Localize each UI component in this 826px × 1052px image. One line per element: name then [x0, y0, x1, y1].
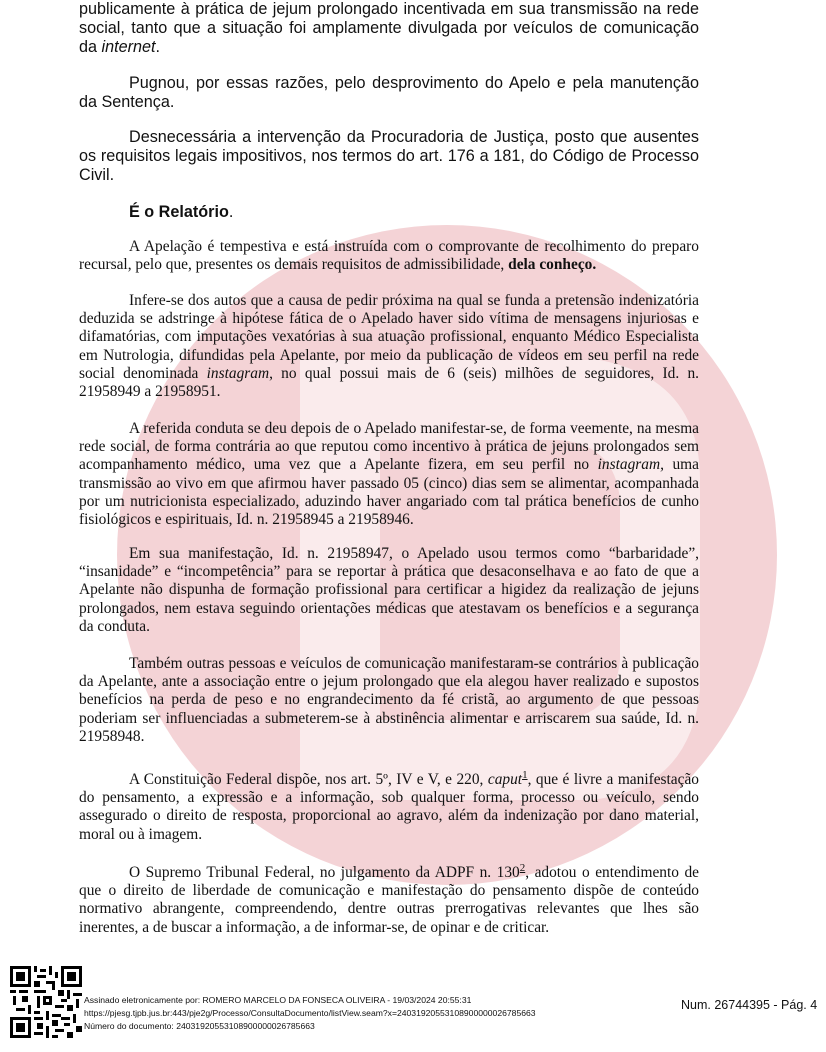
paragraph-conduta: A referida conduta se deu depois de o Apelado manifestar-se, de forma veemente, na mesma rede social, de forma contrária ao que reputou como incentivo à prática de jejuns prolongados sem acompanhamento médico, uma vez que a Apelante fizera, em seu perfil no instagram, uma transmissão ao vivo em que afirmou haver passado 05 (cinco) dias sem se alimentar, acompanhada por um nutricionista especializado, aduzindo haver angariado com tal prática benefícios de cunho fisiológicos e espirituais, Id. n. 21958945 a 21958946. [79, 420, 699, 529]
paragraph-manifestacao: Em sua manifestação, Id. n. 21958947, o Apelado usou termos como “barbaridade”, “insanidade” e “incompetência” para se reportar à prática que desaconselhava e ao fato de que a Apelante não dispunha de formação profissional para certificar a higidez da realização de jejuns prolongados, nem estava seguindo orientações médicas que atestavam os benefícios e a segurança da conduta. [79, 545, 699, 635]
paragraph-3: Desnecessária a intervenção da Procuradoria de Justiça, posto que ausentes os requisitos legais impositivos, nos termos do art. 176 a 181, do Código de Processo Civil. [79, 128, 699, 184]
page-reference: Num. 26744395 - Pág. 4 [681, 998, 818, 1012]
footnote-ref-2[interactable]: 2 [519, 862, 526, 874]
paragraph-stf: O Supremo Tribunal Federal, no julgamento da ADPF n. 130$^2$, adotou o entendimento de que o direito de liberdade de comunicação e manifestação do pensamento dispõe de conteúdo normativo abrangente, compreendendo, dentre outras prerrogativas relevantes que lhes são inerentes, a de buscar a informação, a de informar-se, de opinar e de criticar. [79, 862, 699, 936]
relatorio-heading: É o Relatório. [129, 203, 234, 221]
paragraph-causa-de-pedir: Infere-se dos autos que a causa de pedir próxima na qual se funda a pretensão indenizatória deduzida se adstringe à hipótese fática de o Apelado haver sido vítima de mensagens injuriosas e difamatórias, com imputações vexatórias à sua atuação profissional, enquanto Médico Especialista em Nutrologia, difundidas pela Apelante, por meio da publicação de vídeos em seu perfil na rede social denominada instagram, no qual possui mais de 6 (seis) milhões de seguidores, Id. n. 21958949 a 21958951. [79, 292, 699, 401]
footnote-ref-1[interactable]: 1 [522, 769, 528, 781]
paragraph-outras-pessoas: Também outras pessoas e veículos de comunicação manifestaram-se contrários à publicação da Apelante, ante a associação entre o jejum prolongado que ela alegou haver realizado e supostos benefícios na perda de peso e no engrandecimento da fé cristã, ao argumento de que pessoas poderiam ser influenciadas a submeterem-se à abstinência alimentar e arriscarem sua saúde, Id. n. 21958948. [79, 655, 699, 745]
signature-info [84, 994, 536, 1033]
signed-by: Assinado eletronicamente por: ROMERO MARCELO DA FONSECA OLIVEIRA - 19/03/2024 20:55:31 [84, 995, 472, 1005]
paragraph-1: publicamente à prática de jejum prolongado incentivada em sua transmissão na rede social, tanto que a situação foi amplamente divulgada por veículos de comunicação da internet. [79, 0, 699, 56]
paragraph-admissibilidade: A Apelação é tempestiva e está instruída com o comprovante de recolhimento do preparo recursal, pelo que, presentes os demais requisitos de admissibilidade, dela conheço. [79, 238, 699, 274]
paragraph-2: Pugnou, por essas razões, pelo desprovimento do Apelo e pela manutenção da Sentença. [79, 74, 699, 111]
signature-footer [0, 965, 826, 1052]
paragraph-constituicao: A Constituição Federal dispõe, nos art. 5º, IV e V, e 220, caput$^1$, que é livre a manifestação do pensamento, a expressão e a informação, sob qualquer forma, processo ou veículo, sendo assegurado o direito de resposta, proporcional ao agravo, além da indenização por dano material, moral ou à imagem. [79, 769, 699, 843]
document-url[interactable]: https://pjesg.tjpb.jus.br:443/pje2g/Processo/ConsultaDocumento/listView.seam?x=24031920553108900000026785663 [84, 1008, 536, 1018]
document-number: Número do documento: 24031920553108900000026785663 [84, 1021, 315, 1031]
qr-code-icon [10, 966, 82, 1038]
